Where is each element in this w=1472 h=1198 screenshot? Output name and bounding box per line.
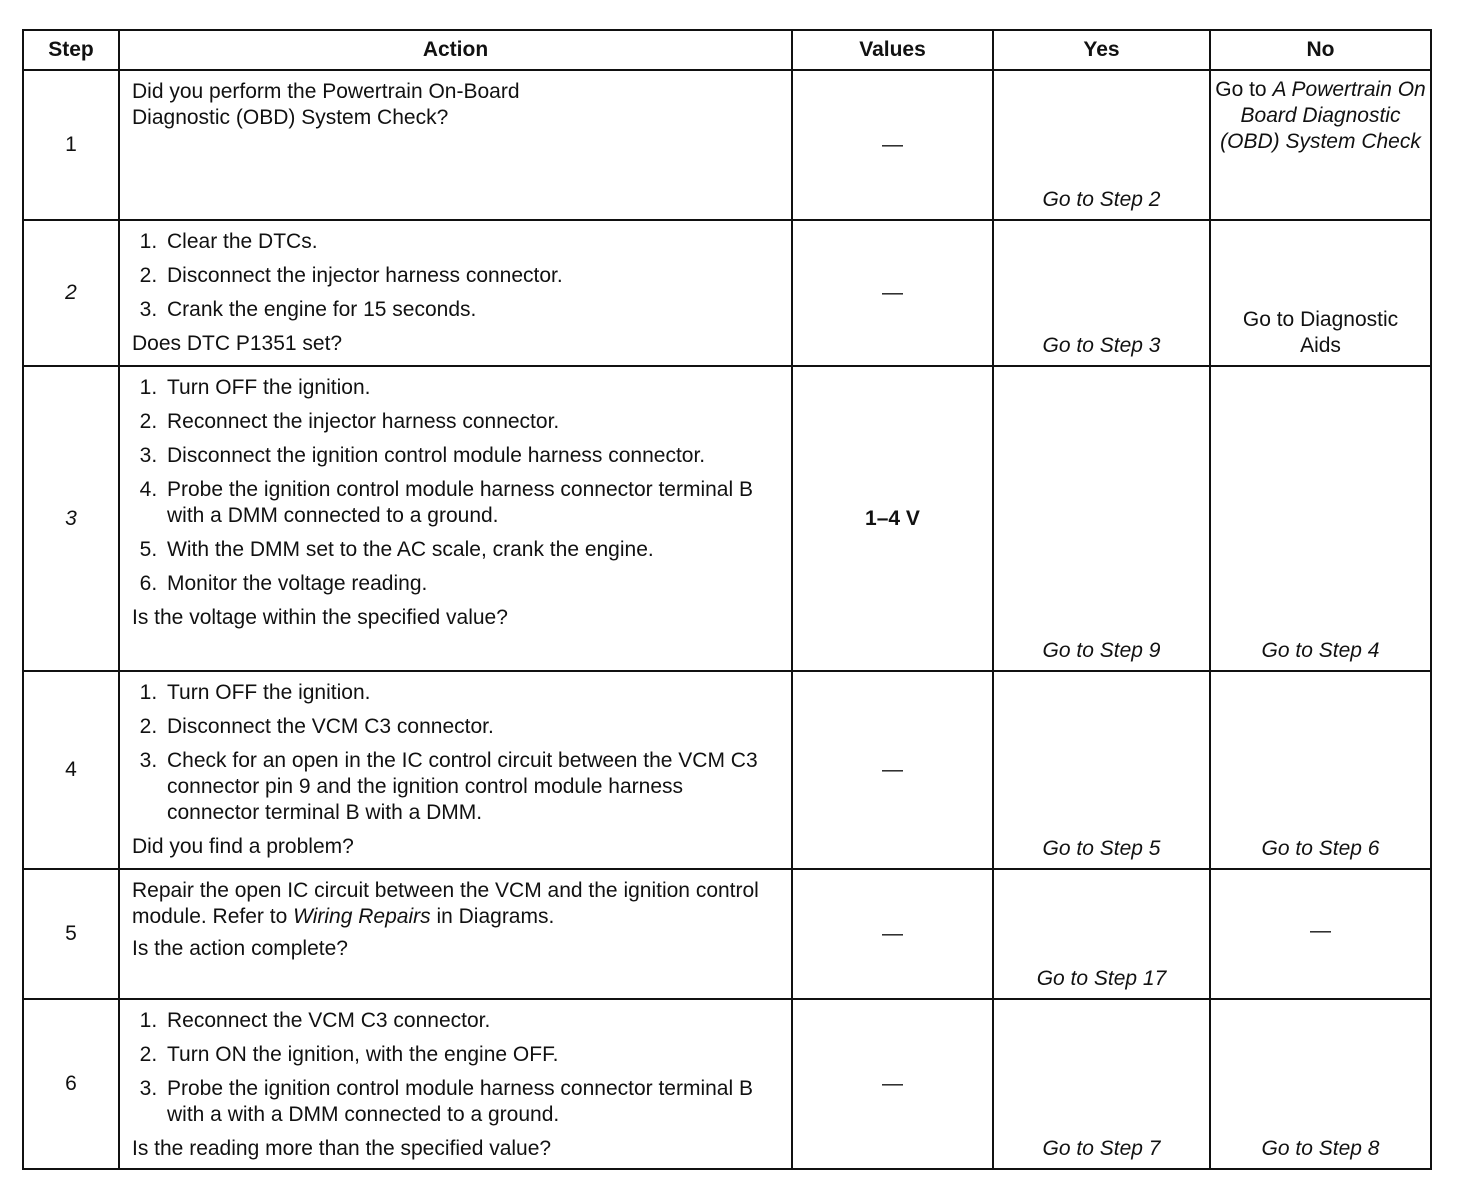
- no-prefix: Go to: [1215, 78, 1273, 101]
- values-cell: —: [792, 220, 993, 366]
- step-number: 5: [23, 869, 119, 999]
- values-cell: —: [792, 671, 993, 869]
- yes-link[interactable]: Go to Step 17: [993, 869, 1210, 999]
- table-row: [23, 220, 1431, 366]
- action-step: 2. Turn ON the ignition, with the engine OFF.: [163, 1042, 779, 1068]
- header-yes: Yes: [993, 30, 1210, 70]
- yes-link[interactable]: Go to Step 9: [993, 366, 1210, 671]
- action-step: 2. Reconnect the injector harness connector.: [163, 409, 779, 435]
- step-number: 4: [23, 671, 119, 869]
- header-step: Step: [23, 30, 119, 70]
- yes-link[interactable]: Go to Step 5: [993, 671, 1210, 869]
- action-step: 1. Turn OFF the ignition.: [163, 680, 779, 706]
- action-question: Is the reading more than the specified value?: [132, 1137, 552, 1160]
- yes-link[interactable]: Go to Step 7: [993, 999, 1210, 1169]
- values-cell: —: [792, 869, 993, 999]
- action-step: 3. Probe the ignition control module harness connector terminal B with a with a DMM connected to a ground.: [163, 1076, 779, 1128]
- action-cell: [119, 220, 792, 366]
- action-steps: [132, 375, 779, 597]
- action-step: 3. Disconnect the ignition control module harness connector.: [163, 443, 779, 469]
- action-step: 1. Clear the DTCs.: [163, 229, 779, 255]
- action-step: 2. Disconnect the VCM C3 connector.: [163, 714, 779, 740]
- action-text-post: in Diagrams.: [430, 905, 555, 928]
- action-step: 6. Monitor the voltage reading.: [163, 571, 779, 597]
- yes-link[interactable]: Go to Step 2: [993, 70, 1210, 220]
- values-cell: —: [792, 999, 993, 1169]
- action-step: 3. Crank the engine for 15 seconds.: [163, 297, 779, 323]
- yes-link[interactable]: Go to Step 3: [993, 220, 1210, 366]
- action-steps: [132, 229, 779, 323]
- action-cell: [119, 869, 792, 999]
- step-number: 1: [23, 70, 119, 220]
- table-row: [23, 671, 1431, 869]
- action-question: Does DTC P1351 set?: [132, 332, 343, 355]
- action-question: Is the voltage within the specified value?: [132, 606, 508, 629]
- action-step: 2. Disconnect the injector harness connector.: [163, 263, 779, 289]
- table-row: [23, 70, 1431, 220]
- header-action: Action: [119, 30, 792, 70]
- action-step: 5. With the DMM set to the AC scale, crank the engine.: [163, 537, 779, 563]
- values-cell: 1–4 V: [792, 366, 993, 671]
- step-number: 3: [23, 366, 119, 671]
- action-text-pre: Repair the open IC circuit between the VCM and the ignition control module. Refer to: [132, 879, 759, 928]
- header-values: Values: [792, 30, 993, 70]
- table-row: [23, 366, 1431, 671]
- action-text: Did you perform the Powertrain On-Board Diagnostic (OBD) System Check?: [132, 80, 520, 129]
- step-number: 6: [23, 999, 119, 1169]
- no-link[interactable]: Go to Step 8: [1210, 999, 1431, 1169]
- no-link[interactable]: Go to Step 6: [1210, 671, 1431, 869]
- table-row: [23, 869, 1431, 999]
- action-cell: [119, 70, 792, 220]
- action-step: 1. Reconnect the VCM C3 connector.: [163, 1008, 779, 1034]
- action-text: [132, 878, 779, 930]
- header-row: [23, 30, 1431, 70]
- action-question: Is the action complete?: [132, 937, 348, 960]
- action-steps: [132, 1008, 779, 1128]
- no-cell[interactable]: [1210, 70, 1431, 220]
- no-link[interactable]: Go to Diagnostic Aids: [1210, 220, 1431, 366]
- no-link[interactable]: A Powertrain On Board Diagnostic (OBD) System Check: [1220, 78, 1426, 153]
- diagnostic-table: [22, 29, 1432, 1170]
- action-step: 3. Check for an open in the IC control circuit between the VCM C3 connector pin 9 and the ignition control module harness connector terminal B with a DMM.: [163, 748, 779, 826]
- wiring-repairs-link[interactable]: Wiring Repairs: [293, 905, 431, 928]
- header-no: No: [1210, 30, 1431, 70]
- no-cell: —: [1210, 869, 1431, 999]
- action-cell: [119, 366, 792, 671]
- action-step: 4. Probe the ignition control module harness connector terminal B with a DMM connected to a ground.: [163, 477, 779, 529]
- step-number: 2: [23, 220, 119, 366]
- table-row: [23, 999, 1431, 1169]
- action-question: Did you find a problem?: [132, 835, 354, 858]
- action-step: 1. Turn OFF the ignition.: [163, 375, 779, 401]
- action-cell: [119, 999, 792, 1169]
- action-cell: [119, 671, 792, 869]
- values-cell: —: [792, 70, 993, 220]
- no-link[interactable]: Go to Step 4: [1210, 366, 1431, 671]
- action-steps: [132, 680, 779, 826]
